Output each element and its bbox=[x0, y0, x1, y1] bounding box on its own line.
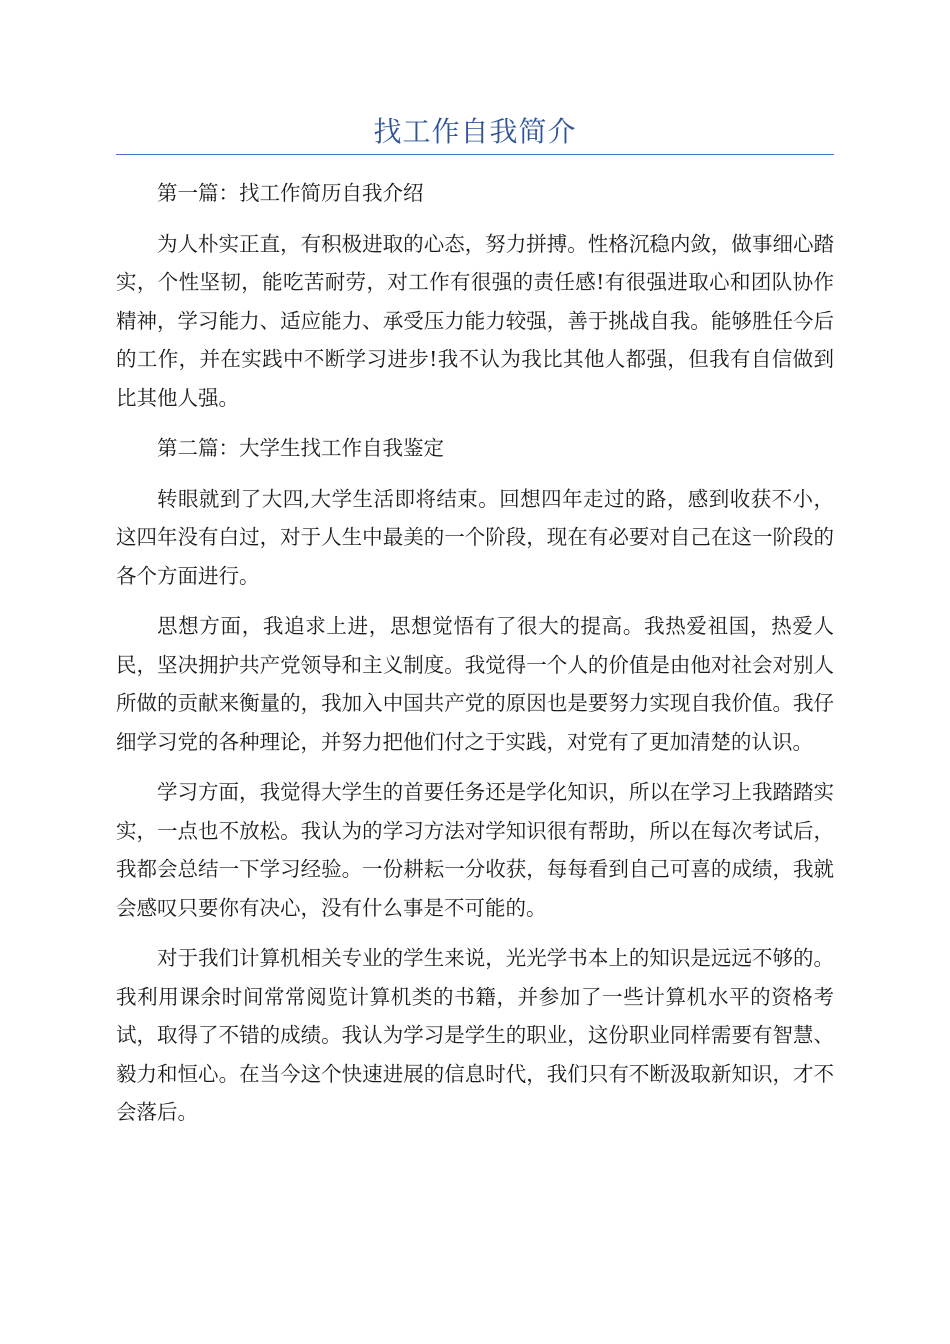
title-underline bbox=[116, 154, 834, 155]
paragraph-4: 学习方面，我觉得大学生的首要任务还是学化知识，所以在学习上我踏踏实实，一点也不放松。我认为的学习方法对学知识很有帮助，所以在每次考试后，我都会总结一下学习经验。一份耕耘一分收获，每每看到自己可喜的成绩，我就会感叹只要你有决心，没有什么事是不可能的。 bbox=[116, 780, 834, 920]
section-heading-2: 第二篇：大学生找工作自我鉴定 bbox=[157, 436, 444, 460]
document-body bbox=[116, 174, 834, 1144]
paragraph-2: 转眼就到了大四,大学生活即将结束。回想四年走过的路，感到收获不小，这四年没有白过，对于人生中最美的一个阶段，现在有必要对自己在这一阶段的各个方面进行。 bbox=[116, 486, 834, 588]
paragraph-1: 为人朴实正直，有积极进取的心态，努力拼搏。性格沉稳内敛，做事细心踏实，个性坚韧，能吃苦耐劳，对工作有很强的责任感!有很强进取心和团队协作精神，学习能力、适应能力、承受压力能力较强，善于挑战自我。能够胜任今后的工作，并在实践中不断学习进步!我不认为我比其他人都强，但我有自信做到比其他人强。 bbox=[116, 231, 834, 410]
section-heading-1: 第一篇：找工作简历自我介绍 bbox=[157, 181, 424, 205]
paragraph-3: 思想方面，我追求上进，思想觉悟有了很大的提高。我热爱祖国，热爱人民，坚决拥护共产党领导和主义制度。我觉得一个人的价值是由他对社会对别人所做的贡献来衡量的，我加入中国共产党的原因也是要努力实现自我价值。我仔细学习党的各种理论，并努力把他们付之于实践，对党有了更加清楚的认识。 bbox=[116, 614, 834, 754]
document-title: 找工作自我简介 bbox=[373, 115, 577, 148]
paragraph-5: 对于我们计算机相关专业的学生来说，光光学书本上的知识是远远不够的。我利用课余时间常常阅览计算机类的书籍，并参加了一些计算机水平的资格考试，取得了不错的成绩。我认为学习是学生的职业，这份职业同样需要有智慧、毅力和恒心。在当今这个快速进展的信息时代，我们只有不断汲取新知识，才不会落后。 bbox=[116, 946, 834, 1124]
